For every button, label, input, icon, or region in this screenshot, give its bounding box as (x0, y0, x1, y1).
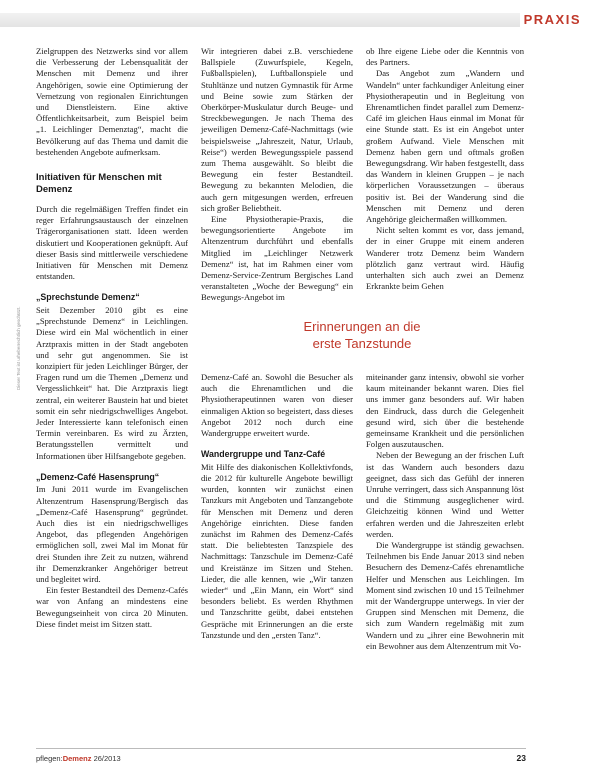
subheading: „Demenz-Café Hasensprung“ (36, 471, 160, 482)
paragraph: miteinander ganz intensiv, obwohl sie vorher kaum miteinander bekannt waren. Dies fiel uns immer ganz besonders auf. Wir haben den Eindruck, dass durch die Gelegenheit gesund wird, sich über die bestehende gemeinsame Krankheit und die persönlichen Folgen auszutauschen. (366, 372, 524, 450)
column-3-bottom (366, 372, 524, 652)
magazine-name-part: pflegen: (36, 754, 63, 763)
pull-quote (201, 318, 523, 364)
section-label: PRAXIS (523, 12, 581, 27)
pull-quote-line: erste Tanzstunde (312, 336, 412, 351)
subheading: Wandergruppe und Tanz-Café (201, 449, 326, 460)
paragraph: Wir integrieren dabei z.B. verschiedene Ballspiele (Zuwurfspiele, Kegeln, Fußballspielen), Luftballonspiele und Stuhltänze und nutzen Gymnastik für Arme und Beine sowie zum Stärken der Oberkörper-Muskulatur durch Beuge- und Streckbewegungen. Je nach Thema des jeweiligen Demenz-Café-Nachmittags (wie beispielsweise „Jahreszeit, Natur, Urlaub, Reise“) werden Bewegungsspiele passend zum Thema ausgewählt. So bleibt die Bewegung ein fester Bestandteil. Bewegung zu bekannten Melodien, die auch gern mitgesungen werden, erfreuen sich großer Beliebtheit. (201, 46, 353, 213)
column-2-bottom (201, 372, 353, 641)
copyright-side-note: Dieser Text ist urheberrechtlich geschützt. (16, 306, 21, 390)
pull-quote-line: Erinnerungen an die (303, 319, 421, 334)
page-header (0, 0, 601, 36)
paragraph: Eine Physiotherapie-Praxis, die bewegungsorientierte Angebote im Altenzentrum durchführt und ebenfalls Mitglied im „Leichlinger Netzwerk Demenz“ ist, hat im Rahmen einer vom Demenz-Service-Zentrum Bergisches Land veranstalteten „Woche der Bewegung“ ein Bewegungs-Angebot im (201, 214, 353, 303)
paragraph: Zielgruppen des Netzwerks sind vor allem die Verbesserung der Lebensqualität der Menschen mit Demenz und ihrer Angehörigen, sowie eine Optimierung der Vernetzung von regionalen Einrichtungen und Dienstleistern. Eine aktive Öffentlichkeitsarbeit, zum Beispiel beim „1. Leichlinger Demenztag“, macht die Bevölkerung auf das Thema und damit die bestehenden Angebote aufmerksam. (36, 46, 188, 157)
column-1 (36, 46, 188, 630)
paragraph: Durch die regelmäßigen Treffen findet ein reger Erfahrungsaustausch der einzelnen Trägerorganisationen statt. Ideen werden diskutiert und Kooperationen geknüpft. Auf dieser Basis sind mittlerweile verschiedene Initiativen für Menschen mit Demenz entstanden. (36, 204, 188, 282)
header-stripe (0, 13, 520, 27)
paragraph: ob Ihre eigene Liebe oder die Kenntnis von des Partners. (366, 46, 524, 68)
paragraph: Seit Dezember 2010 gibt es eine „Sprechstunde Demenz“ in Leichlingen. Diese wird ein Mal wöchentlich in einer Arztpraxis mitten in der Stadt angeboten und sehr gut angenommen. Sie ist konzipiert für jeden Leichlinger Bürger, der Fragen rund um die Themen „Demenz und Vergesslichkeit“ hat. Die Arztpraxis liegt zentral, ein weiterer Baustein hat und bietet somit ein sehr niedrigschwelliges Angebot. Jeder Interessierte kann telefonisch einen Termin vereinbaren. Es wird zu Ärzten, Beratungsstellen vermittelt und Informationen über Hilfsangebote gegeben. (36, 304, 188, 461)
page-footer (36, 748, 526, 765)
page-number: 23 (516, 753, 526, 763)
paragraph: Mit Hilfe des diakonischen Kollektivfonds, die 2012 für kulturelle Angebote bewilligt wurden, konnten wir zunächst einen Tanzkurs mit Angeboten und Tanzangebote für Menschen mit Demenz und deren Angehörige einrichten. Diese fanden zunächst im Rahmen des Demenz-Cafés statt. Die beliebtesten Tanzspiele des Nachmittags: Tanzschule im Demenz-Café und Kreistänze im Sitzen und Stehen. Lieder, die alle kennen, wie „Wir tanzen wieder“ und „Ein Mann, ein Wort“ sind besonders beliebt. Es werden Rhythmen und Tanzschritte geübt, dabei entstehen Gespräche mit Erinnerungen an die erste Tanzstunde und den „ersten Tanz“. (201, 461, 353, 640)
paragraph: Das Angebot zum „Wandern und Wandeln“ unter fachkundiger Anleitung einer Physiotherapeutin und in Begleitung von Ehrenamtlichen findet parallel zum Demenz-Café im gleichen Haus einmal im Monat für eine Stunde statt. Es ist ein Angebot unter großem Aufwand. Viele Menschen mit Demenz haben gern und oftmals großen Bewegungsdrang. Wir haben festgestellt, dass das Wandern in kleinen Gruppen – je nach körperlichen Voraussetzungen – überaus positiv ist. Bei der Wanderung sind die Menschen mit Demenz und deren Angehörige gleichermaßen willkommen. (366, 68, 524, 225)
paragraph: Die Wandergruppe ist ständig gewachsen. Teilnehmen bis Ende Januar 2013 sind neben Besuchern des Demenz-Cafés ehrenamtliche Helfer und Menschen aus Leichlingen. Im Moment sind zwischen 10 und 15 Teilnehmer mit der Wandergruppe unterwegs. In vier der Gruppen sind Menschen mit Demenz, die sich zum Wandern regelmäßig mit zum Wandern und zu „ihrer eine Bewohnerin mit ein Bewohner aus dem Altenzentrum mit Vo- (366, 540, 524, 651)
paragraph: Nicht selten kommt es vor, dass jemand, der in einer Gruppe mit einem anderen Wanderer trotz Demenz beim Wandern plötzlich ganz vertraut wird. Häufig unterhalten sich auch zwei an Demenz Erkrankte beim Gehen (366, 225, 524, 292)
paragraph: Neben der Bewegung an der frischen Luft ist das Wandern auch besonders dazu geeignet, dass sich das Gefühl der inneren Unruhe verringert, dass sich Anspannung löst und die Stimmung ausgeglichener wird. Gleichzeitig können Wind und Wetter erfahren werden und die Jahreszeiten erlebt werden. (366, 450, 524, 539)
paragraph: Im Juni 2011 wurde im Evangelischen Altenzentrum Hasensprung/Bergisch das „Demenz-Café Hasensprung“ gegründet. Auch dies ist ein niedrigschwelliges Angebot, das pflegenden Angehörigen ermöglichen soll, zwei Mal im Monat für drei Stunden ihre Zeit zu nutzen, während ihr Demenzkranker Angehöriger betreut und begleitet wird. (36, 484, 188, 584)
section-heading: Initiativen für Menschen mit Demenz (36, 172, 162, 196)
issue-number: 26/2013 (93, 754, 121, 763)
subheading: „Sprechstunde Demenz“ (36, 292, 140, 303)
column-3-top (366, 46, 524, 292)
magazine-name (36, 754, 121, 763)
magazine-name-part: Demenz (62, 754, 92, 763)
paragraph: Demenz-Café an. Sowohl die Besucher als auch die Ehrenamtlichen und die Physiotherapeutinnen waren von dieser einmaligen Aktion so begeistert, dass dieses Angebot 2012 noch durch eine Wandergruppe erweitert wurde. (201, 372, 353, 439)
column-2-top (201, 46, 353, 304)
paragraph: Ein fester Bestandteil des Demenz-Cafés war von Anfang an mindestens eine Bewegungseinheit von circa 20 Minuten. Diese findet meist im Sitzen statt. (36, 585, 188, 629)
